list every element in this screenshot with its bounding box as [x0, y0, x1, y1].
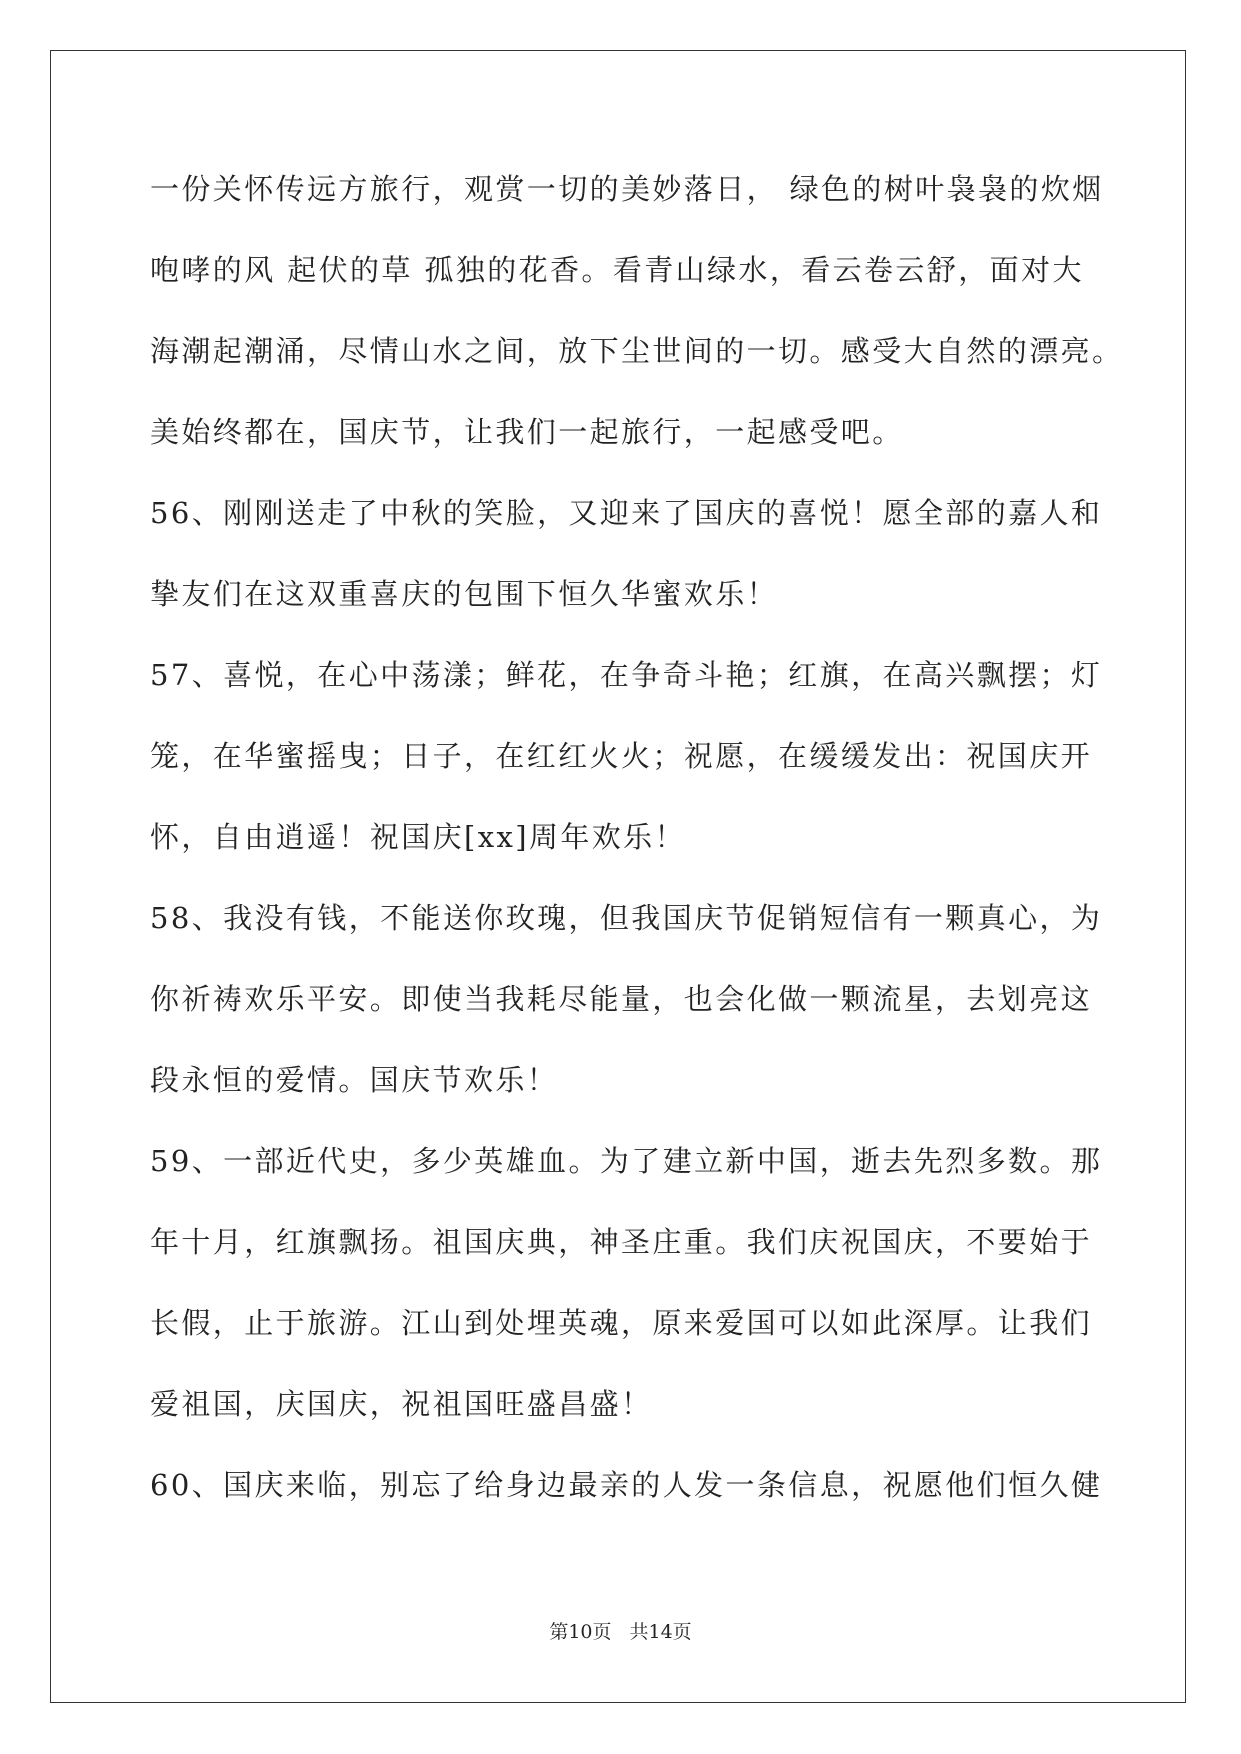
text-line: 年十月，红旗飘扬。祖国庆典，神圣庄重。我们庆祝国庆，不要始于: [150, 1225, 1093, 1259]
text-line: 60、国庆来临，别忘了给身边最亲的人发一条信息，祝愿他们恒久健: [150, 1468, 1103, 1502]
text-line: 爱祖国，庆国庆，祝祖国旺盛昌盛！: [150, 1387, 653, 1421]
text-line: 一份关怀传远方旅行，观赏一切的美妙落日， 绿色的树叶袅袅的炊烟: [150, 172, 1104, 206]
text-line: 57、喜悦，在心中荡漾；鲜花，在争奇斗艳；红旗，在高兴飘摆；灯: [150, 658, 1103, 692]
text-line: 美始终都在，国庆节，让我们一起旅行，一起感受吧。: [150, 415, 904, 449]
text-line: 段永恒的爱情。国庆节欢乐！: [150, 1063, 559, 1097]
text-line: 怀，自由逍遥！祝国庆[xx]周年欢乐！: [150, 820, 686, 854]
text-line: 58、我没有钱，不能送你玫瑰，但我国庆节促销短信有一颗真心，为: [150, 901, 1103, 935]
current-page-number: 第10页: [549, 1621, 612, 1643]
text-line: 你祈祷欢乐平安。即使当我耗尽能量，也会化做一颗流星，去划亮这: [150, 982, 1093, 1016]
text-line: 长假，止于旅游。江山到处埋英魂，原来爱国可以如此深厚。让我们: [150, 1306, 1093, 1340]
page-footer: [0, 1617, 1241, 1644]
total-pages: 共14页: [629, 1621, 692, 1643]
text-line: 笼，在华蜜摇曳；日子，在红红火火；祝愿，在缓缓发出：祝国庆开: [150, 739, 1093, 773]
text-line: 海潮起潮涌，尽情山水之间，放下尘世间的一切。感受大自然的漂亮。: [150, 334, 1124, 368]
text-line: 咆哮的风 起伏的草 孤独的花香。看青山绿水，看云卷云舒，面对大: [150, 253, 1084, 287]
text-line: 挚友们在这双重喜庆的包围下恒久华蜜欢乐！: [150, 577, 779, 611]
text-line: 56、刚刚送走了中秋的笑脸，又迎来了国庆的喜悦！愿全部的嘉人和: [150, 496, 1103, 530]
document-body: [150, 165, 1124, 1542]
text-line: 59、一部近代史，多少英雄血。为了建立新中国，逝去先烈多数。那: [150, 1144, 1103, 1178]
